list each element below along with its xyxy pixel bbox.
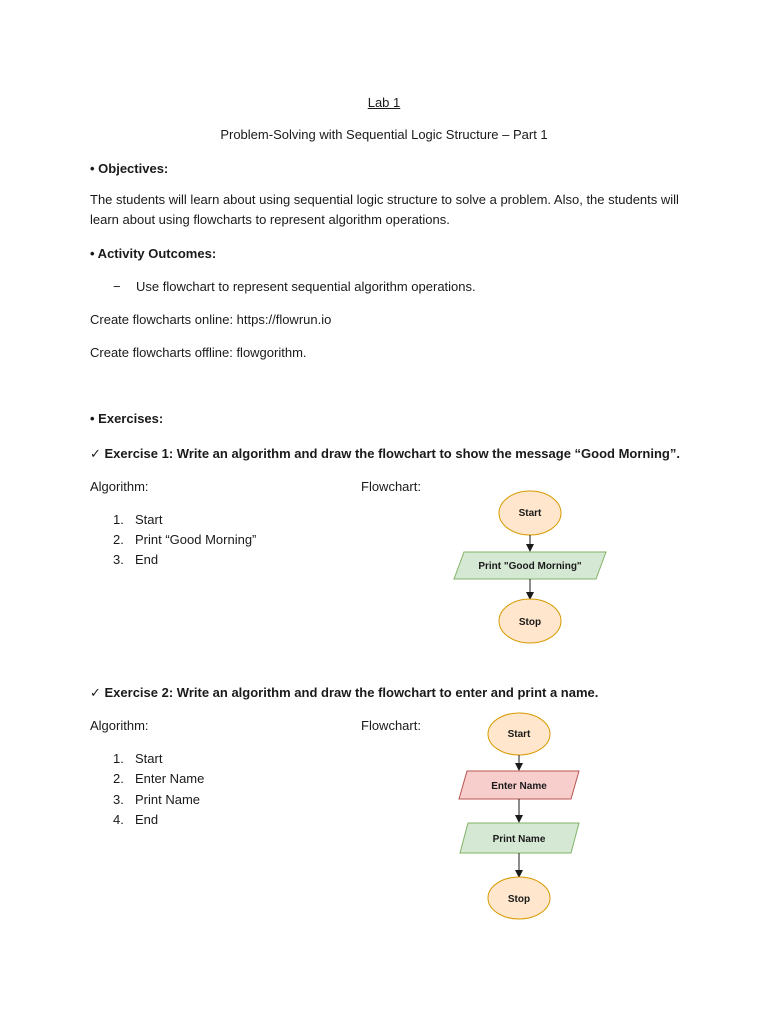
exercise-1-flowchart-label: Flowchart: [361, 479, 421, 494]
objectives-text: The students will learn about using sequential logic structure to solve a problem. Also, the students will learn about using flowcharts to represent algorithm operations. [90, 192, 679, 227]
step-number: 1. [113, 512, 124, 527]
exercises-heading: • Exercises: [90, 411, 164, 426]
start-label: Start [518, 508, 542, 519]
step-text: End [135, 812, 159, 827]
step-text: Print Name [135, 792, 201, 807]
step-number: 4. [113, 812, 124, 827]
page-subtitle: Problem-Solving with Sequential Logic Structure – Part 1 [220, 127, 548, 142]
step-text: End [135, 552, 159, 567]
step-number: 2. [113, 532, 124, 547]
step-number: 1. [113, 751, 124, 766]
list-item [113, 791, 200, 808]
exercise-1-title: ✓ Exercise 1: Write an algorithm and draw the flowchart to show the message “Good Morning”. [90, 446, 680, 461]
step-text: Print “Good Morning” [135, 532, 257, 547]
online-tool-text: Create flowcharts online: https://flowrun.io [90, 312, 332, 327]
start-label: Start [507, 729, 531, 740]
step-number: 2. [113, 771, 124, 786]
exercise-1-algorithm-label: Algorithm: [90, 479, 149, 494]
step-number: 3. [113, 552, 124, 567]
exercise-2-title: ✓ Exercise 2: Write an algorithm and draw the flowchart to enter and print a name. [90, 685, 599, 700]
step-text: Enter Name [135, 771, 205, 786]
input-label: Enter Name [491, 781, 547, 792]
outcome-dash: − [113, 279, 121, 294]
exercise-2-algorithm-label: Algorithm: [90, 718, 149, 733]
list-item [113, 770, 204, 787]
stop-label: Stop [507, 894, 531, 905]
list-item [113, 551, 158, 568]
list-item [113, 750, 162, 767]
step-number: 3. [113, 792, 124, 807]
offline-tool-text: Create flowcharts offline: flowgorithm. [90, 345, 307, 360]
exercise-2-flowchart-label: Flowchart: [361, 718, 421, 733]
list-item [113, 531, 256, 548]
exercise-1-flowchart [440, 478, 620, 653]
lab-title: Lab 1 [367, 95, 401, 110]
stop-label: Stop [518, 617, 542, 628]
outcome-item: Use flowchart to represent sequential algorithm operations. [136, 279, 476, 294]
step-text: Start [135, 751, 163, 766]
objectives-heading: • Objectives: [90, 161, 169, 176]
print-label: Print Name [492, 834, 546, 845]
list-item [113, 511, 162, 528]
outcomes-heading: • Activity Outcomes: [90, 246, 217, 261]
print-label: Print "Good Morning" [478, 561, 582, 572]
exercise-2-flowchart [450, 708, 590, 928]
list-item [113, 811, 158, 828]
step-text: Start [135, 512, 163, 527]
